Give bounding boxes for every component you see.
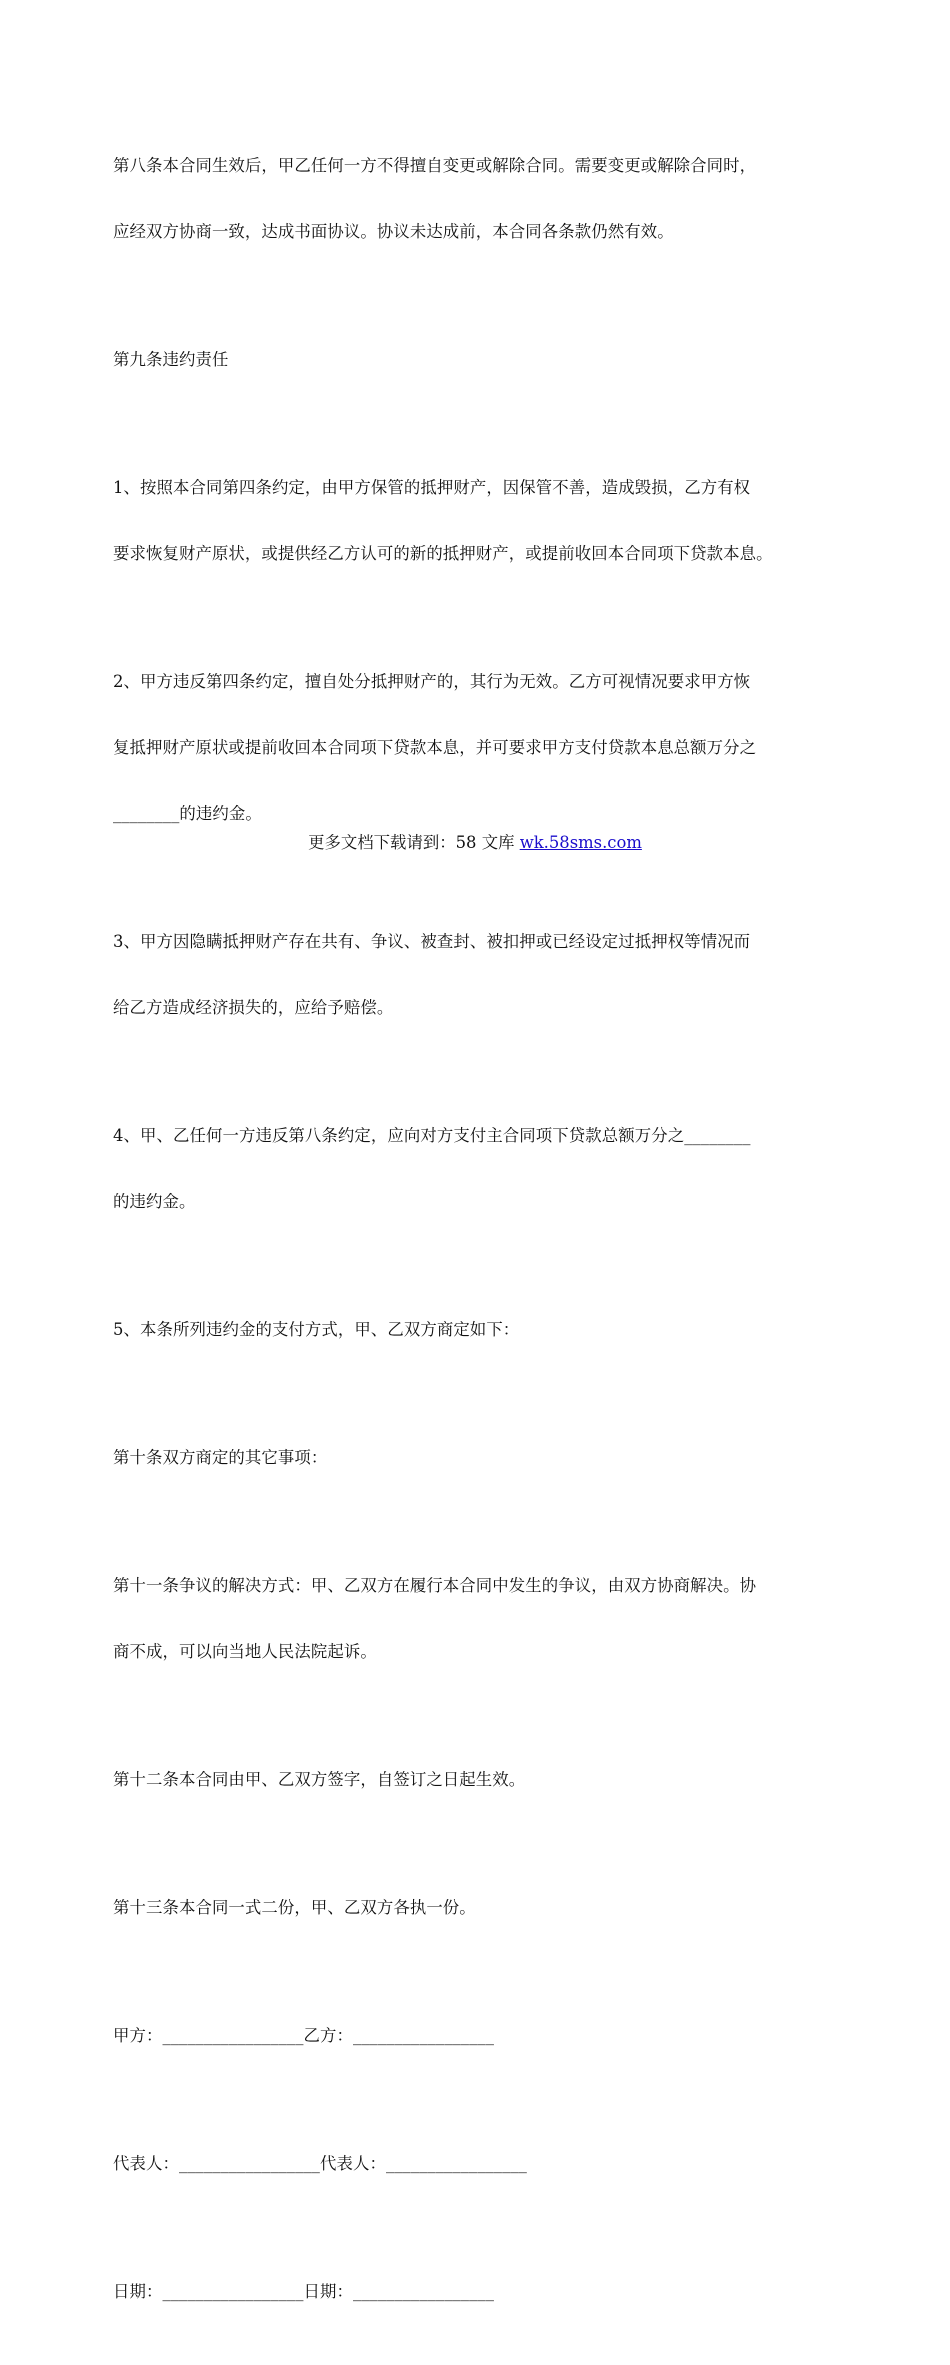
text-line: 要求恢复财产原状，或提供经乙方认可的新的抵押财产，或提前收回本合同项下贷款本息。 bbox=[113, 544, 773, 563]
text-line: 第九条违约责任 bbox=[113, 350, 229, 369]
text-line: 第十三条本合同一式二份，甲、乙双方各执一份。 bbox=[113, 1898, 476, 1917]
text-line: 商不成，可以向当地人民法院起诉。 bbox=[113, 1642, 377, 1661]
text-line: ________的违约金。 bbox=[113, 804, 262, 823]
article-9-item-4 bbox=[113, 1081, 853, 1257]
text-line: 应经双方协商一致，达成书面协议。协议未达成前，本合同各条款仍然有效。 bbox=[113, 222, 674, 241]
signature-representative-line bbox=[113, 2109, 853, 2219]
text-line: 5、本条所列违约金的支付方式，甲、乙双方商定如下： bbox=[113, 1320, 520, 1339]
document-body bbox=[113, 111, 853, 2365]
text-line: 第八条本合同生效后，甲乙任何一方不得擅自变更或解除合同。需要变更或解除合同时， bbox=[113, 156, 757, 175]
article-11-paragraph bbox=[113, 1531, 853, 1707]
signature-date-line bbox=[113, 2237, 853, 2347]
text-line: 给乙方造成经济损失的，应给予赔偿。 bbox=[113, 998, 394, 1017]
article-8-paragraph bbox=[113, 111, 853, 287]
text-line: 1、按照本合同第四条约定，由甲方保管的抵押财产，因保管不善，造成毁损，乙方有权 bbox=[113, 478, 751, 497]
text-line: 第十条双方商定的其它事项： bbox=[113, 1448, 328, 1467]
text-line: 甲方：_________________乙方：_________________ bbox=[113, 2026, 494, 2045]
text-line: 3、甲方因隐瞒抵押财产存在共有、争议、被查封、被扣押或已经设定过抵押权等情况而 bbox=[113, 932, 751, 951]
article-10-paragraph bbox=[113, 1403, 853, 1513]
article-12-paragraph bbox=[113, 1725, 853, 1835]
text-line: 日期：_________________日期：_________________ bbox=[113, 2282, 494, 2301]
article-9-heading bbox=[113, 305, 853, 415]
footer-link[interactable]: wk.58sms.com bbox=[519, 833, 642, 852]
text-line: 复抵押财产原状或提前收回本合同项下贷款本息，并可要求甲方支付贷款本息总额万分之 bbox=[113, 738, 757, 757]
text-line: 代表人：_________________代表人：_________________ bbox=[113, 2154, 527, 2173]
text-line: 第十一条争议的解决方式：甲、乙双方在履行本合同中发生的争议，由双方协商解决。协 bbox=[113, 1576, 757, 1595]
text-line: 第十二条本合同由甲、乙双方签字，自签订之日起生效。 bbox=[113, 1770, 526, 1789]
article-13-paragraph bbox=[113, 1853, 853, 1963]
footer-prefix: 更多文档下载请到：58 文库 bbox=[308, 833, 520, 852]
article-9-item-3 bbox=[113, 887, 853, 1063]
signature-party-line bbox=[113, 1981, 853, 2091]
article-9-item-5 bbox=[113, 1275, 853, 1385]
text-line: 2、甲方违反第四条约定，擅自处分抵押财产的，其行为无效。乙方可视情况要求甲方恢 bbox=[113, 672, 751, 691]
download-footer bbox=[0, 832, 950, 854]
article-9-item-1 bbox=[113, 433, 853, 609]
text-line: 的违约金。 bbox=[113, 1192, 196, 1211]
text-line: 4、甲、乙任何一方违反第八条约定，应向对方支付主合同项下贷款总额万分之________ bbox=[113, 1126, 751, 1145]
